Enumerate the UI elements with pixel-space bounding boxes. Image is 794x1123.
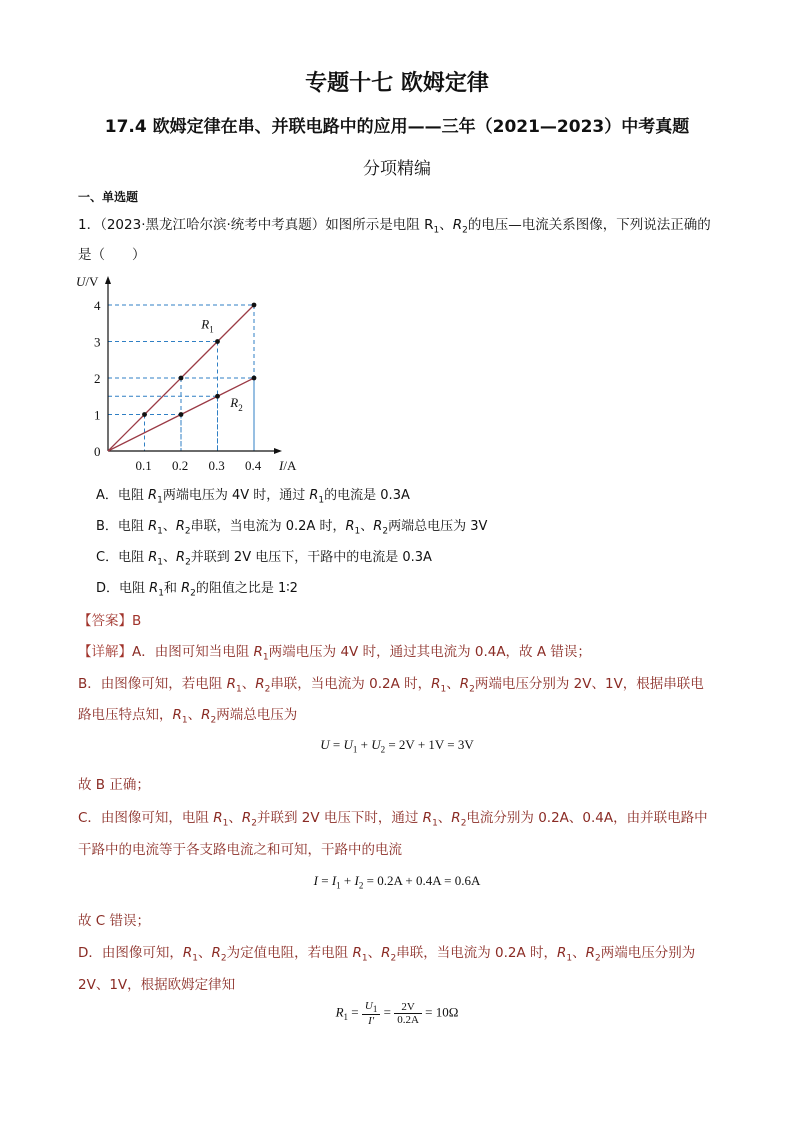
y-axis-arrow — [105, 276, 111, 284]
option-c[interactable]: C．电阻 $R_1$、$R_2$并联到 2V 电压下，干路中的电流是 0.3A — [96, 550, 432, 568]
section-label: 一、单选题 — [78, 190, 139, 204]
y-axis-label: U/V — [76, 274, 99, 289]
detail-d1: D．由图像可知，$R_1$、$R_2$为定值电阻，若电阻 $R_1$、$R_2$串联，当电流为 0.2A 时，$R_1$、$R_2$两端电压分别为 — [78, 945, 696, 964]
x-axis-label: I/A — [279, 458, 297, 473]
formula-b: $U = U_1 + U_2 = 2V + 1V = 3V$ — [320, 737, 474, 755]
point-R2-3 — [252, 376, 257, 381]
option-b[interactable]: B．电阻 $R_1$、$R_2$串联，当电流为 0.2A 时，$R_1$、$R_2$两端总电压为 3V — [96, 519, 488, 537]
y-tick-label-4: 4 — [94, 298, 101, 313]
x-tick-label-0.2: 0.2 — [172, 458, 189, 473]
detail-c3: 故 C 错误； — [78, 913, 151, 929]
option-d[interactable]: D．电阻 $R_1$和 $R_2$的阻值之比是 1∶2 — [96, 581, 298, 599]
detail-c1: C．由图像可知，电阻 $R_1$、$R_2$并联到 2V 电压下时，通过 $R_1$、$R_2$电流分别为 0.2A、0.4A，由并联电路中 — [78, 810, 708, 829]
x-tick-label-0.4: 0.4 — [245, 458, 262, 473]
detail-d2: 2V、1V，根据欧姆定律知 — [78, 977, 236, 993]
question-text-b: 的电压—电流关系图像，下列说法正确的 — [467, 217, 711, 233]
page-subtitle: 17.4 欧姆定律在串、并联电路中的应用——三年（2021—2023）中考真题 — [104, 117, 690, 137]
point-R2-2 — [215, 394, 220, 399]
y-tick-label-3: 3 — [94, 334, 101, 350]
formula-d: $R_1$ = $\frac{U_1}{I'}$ = $\frac{2V}{0.2A}$ = 10Ω — [335, 1000, 459, 1028]
x-axis-arrow — [274, 448, 282, 454]
question-text-a: 1．（2023·黑龙江哈尔滨·统考中考真题）如图所示是电阻 R — [78, 217, 434, 233]
detail-c2: 干路中的电流等于各支路电流之和可知，干路中的电流 — [78, 842, 402, 858]
detail-b2: 路电压特点知，$R_1$、$R_2$两端总电压为 — [78, 707, 298, 726]
x-tick-label-0.1: 0.1 — [135, 458, 152, 473]
y-tick-label-2: 2 — [94, 371, 101, 386]
point-R1-3 — [215, 339, 220, 344]
point-R1-1 — [142, 412, 147, 417]
detail-a: 【详解】A．由图可知当电阻 $R_1$两端电压为 4V 时，通过其电流为 0.4A，故 A 错误； — [78, 644, 591, 663]
detail-b3: 故 B 正确； — [78, 777, 150, 793]
detail-b1: B．由图像可知，若电阻 $R_1$、$R_2$串联，当电流为 0.2A 时，$R_1$、$R_2$两端电压分别为 2V、1V，根据串联电 — [78, 676, 704, 695]
question-line-2: 是（ ） — [78, 247, 146, 263]
page-subtitle-2: 分项精编 — [363, 159, 431, 179]
option-a[interactable]: A．电阻 $R_1$两端电压为 4V 时，通过 $R_1$的电流是 0.3A — [96, 488, 410, 506]
point-R1-4 — [252, 303, 257, 308]
y-tick-label-1: 1 — [94, 407, 101, 423]
u-i-chart — [70, 268, 320, 478]
series-label-R1: $R_1$ — [201, 316, 214, 335]
point-R1-2 — [179, 376, 184, 381]
point-R2-1 — [179, 412, 184, 417]
answer: 【答案】B — [78, 613, 142, 629]
page-title: 专题十七 欧姆定律 — [305, 71, 489, 96]
x-tick-label-0.3: 0.3 — [208, 458, 225, 473]
question-line-1: 1．（2023·黑龙江哈尔滨·统考中考真题）如图所示是电阻 $R_1$、$R_2$的电压—电流关系图像，下列说法正确的 — [78, 217, 711, 236]
formula-c: $I = I_1 + I_2 = 0.2A + 0.4A = 0.6A$ — [313, 873, 481, 891]
series-label-R2: $R_2$ — [230, 395, 243, 414]
origin-label: 0 — [94, 444, 101, 459]
